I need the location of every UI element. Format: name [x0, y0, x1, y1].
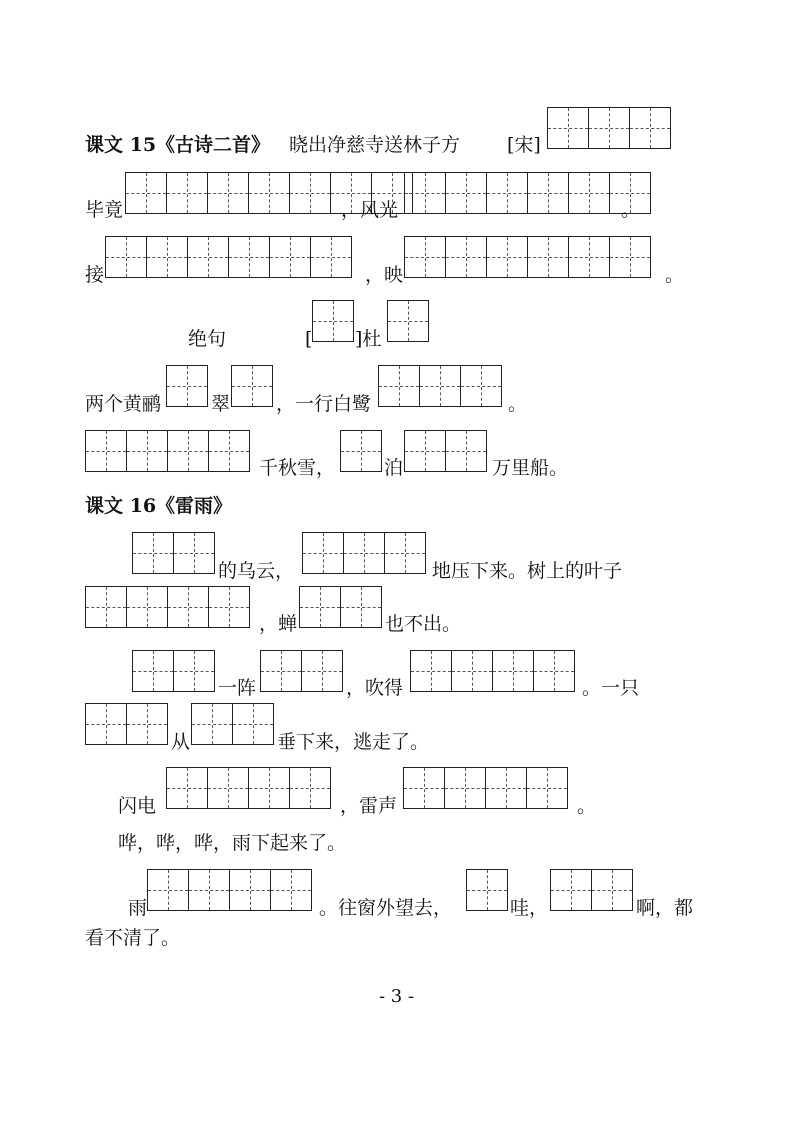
- p1-text-c: ，蝉: [259, 613, 298, 635]
- p1-text-a: 的乌云，: [218, 560, 295, 582]
- p1-text-d: 也不出。: [385, 613, 462, 635]
- answer-box-p1b[interactable]: [302, 532, 426, 574]
- answer-box-poem2-line1c[interactable]: [378, 365, 502, 407]
- poem1-line1-text-b: ，风光: [341, 199, 399, 221]
- p3-text-a: 闪电: [118, 795, 157, 817]
- answer-box-p1d[interactable]: [299, 586, 382, 628]
- poem1-dynasty: [宋]: [507, 134, 541, 156]
- answer-box-p2a[interactable]: [132, 650, 215, 692]
- answer-box-p1a[interactable]: [132, 532, 215, 574]
- lesson16-heading: 课文 16《雷雨》: [85, 495, 233, 517]
- poem2-line1-text-b: 翠: [211, 393, 231, 415]
- p2-text-d: 从: [171, 731, 191, 753]
- page-number: - 3 -: [378, 986, 415, 1007]
- answer-box-poem1-line2b[interactable]: [404, 236, 651, 278]
- poem1-line2-text-c: 。: [665, 264, 685, 286]
- poem2-bracket-open: [: [305, 328, 313, 350]
- poem2-bracket-close: ]杜: [355, 328, 382, 350]
- answer-box-p5b[interactable]: [466, 869, 508, 911]
- p5-text-e: 看不清了。: [85, 927, 181, 949]
- answer-box-p2b[interactable]: [260, 650, 343, 692]
- p2-text-b: ，吹得: [346, 677, 404, 699]
- answer-box-poem2-author[interactable]: [387, 300, 429, 342]
- answer-box-p2c[interactable]: [410, 650, 575, 692]
- poem1-line2-text-b: ，映: [365, 264, 404, 286]
- poem2-line2-text-a: 千秋雪，: [259, 457, 336, 479]
- poem1-line1-text-a: 毕竟: [85, 199, 124, 221]
- p4-text: 哗，哗，哗，雨下起来了。: [118, 832, 347, 854]
- answer-box-poem1-line1b[interactable]: [404, 172, 651, 214]
- answer-box-poem2-line2c[interactable]: [404, 430, 487, 472]
- poem2-line1-text-c: ，一行白鹭: [276, 393, 372, 415]
- poem1-title: 晓出净慈寺送林子方: [289, 134, 461, 156]
- answer-box-poem2-line2b[interactable]: [340, 430, 382, 472]
- p5-text-a: 雨: [128, 897, 148, 919]
- answer-box-poem2-dynasty[interactable]: [312, 300, 354, 342]
- answer-box-poem2-line2a[interactable]: [85, 430, 250, 472]
- answer-box-poem2-line1a[interactable]: [166, 365, 208, 407]
- poem2-line2-text-b: 泊: [384, 457, 404, 479]
- p3-text-b: ，雷声: [340, 795, 398, 817]
- p3-text-c: 。: [577, 795, 597, 817]
- p1-text-b: 地压下来。树上的叶子: [432, 560, 623, 582]
- answer-box-poem2-line1b[interactable]: [231, 365, 273, 407]
- p2-text-a: 一阵: [218, 677, 257, 699]
- p2-text-e: 垂下来，逃走了。: [277, 731, 430, 753]
- answer-box-p2e[interactable]: [191, 703, 274, 745]
- answer-box-p3b[interactable]: [403, 767, 568, 809]
- p5-text-d: 啊，都: [636, 897, 694, 919]
- poem1-line1-text-c: 。: [621, 199, 641, 221]
- answer-box-p5a[interactable]: [147, 869, 312, 911]
- answer-box-p5c[interactable]: [550, 869, 633, 911]
- answer-box-author[interactable]: [547, 107, 671, 149]
- answer-box-p1c[interactable]: [85, 586, 250, 628]
- poem2-line1-text-d: 。: [508, 393, 528, 415]
- answer-box-p3a[interactable]: [166, 767, 331, 809]
- poem2-line2-text-c: 万里船。: [492, 457, 569, 479]
- p5-text-c: 哇，: [510, 897, 549, 919]
- poem2-line1-text-a: 两个黄鹂: [85, 393, 162, 415]
- answer-box-poem1-line2a[interactable]: [105, 236, 352, 278]
- poem1-line2-text-a: 接: [85, 264, 105, 286]
- p5-text-b: 。往窗外望去，: [319, 897, 453, 919]
- answer-box-p2d[interactable]: [85, 703, 168, 745]
- poem2-title: 绝句: [188, 328, 227, 350]
- p2-text-c: 。一只: [582, 677, 640, 699]
- lesson15-heading: 课文 15《古诗二首》: [85, 134, 271, 156]
